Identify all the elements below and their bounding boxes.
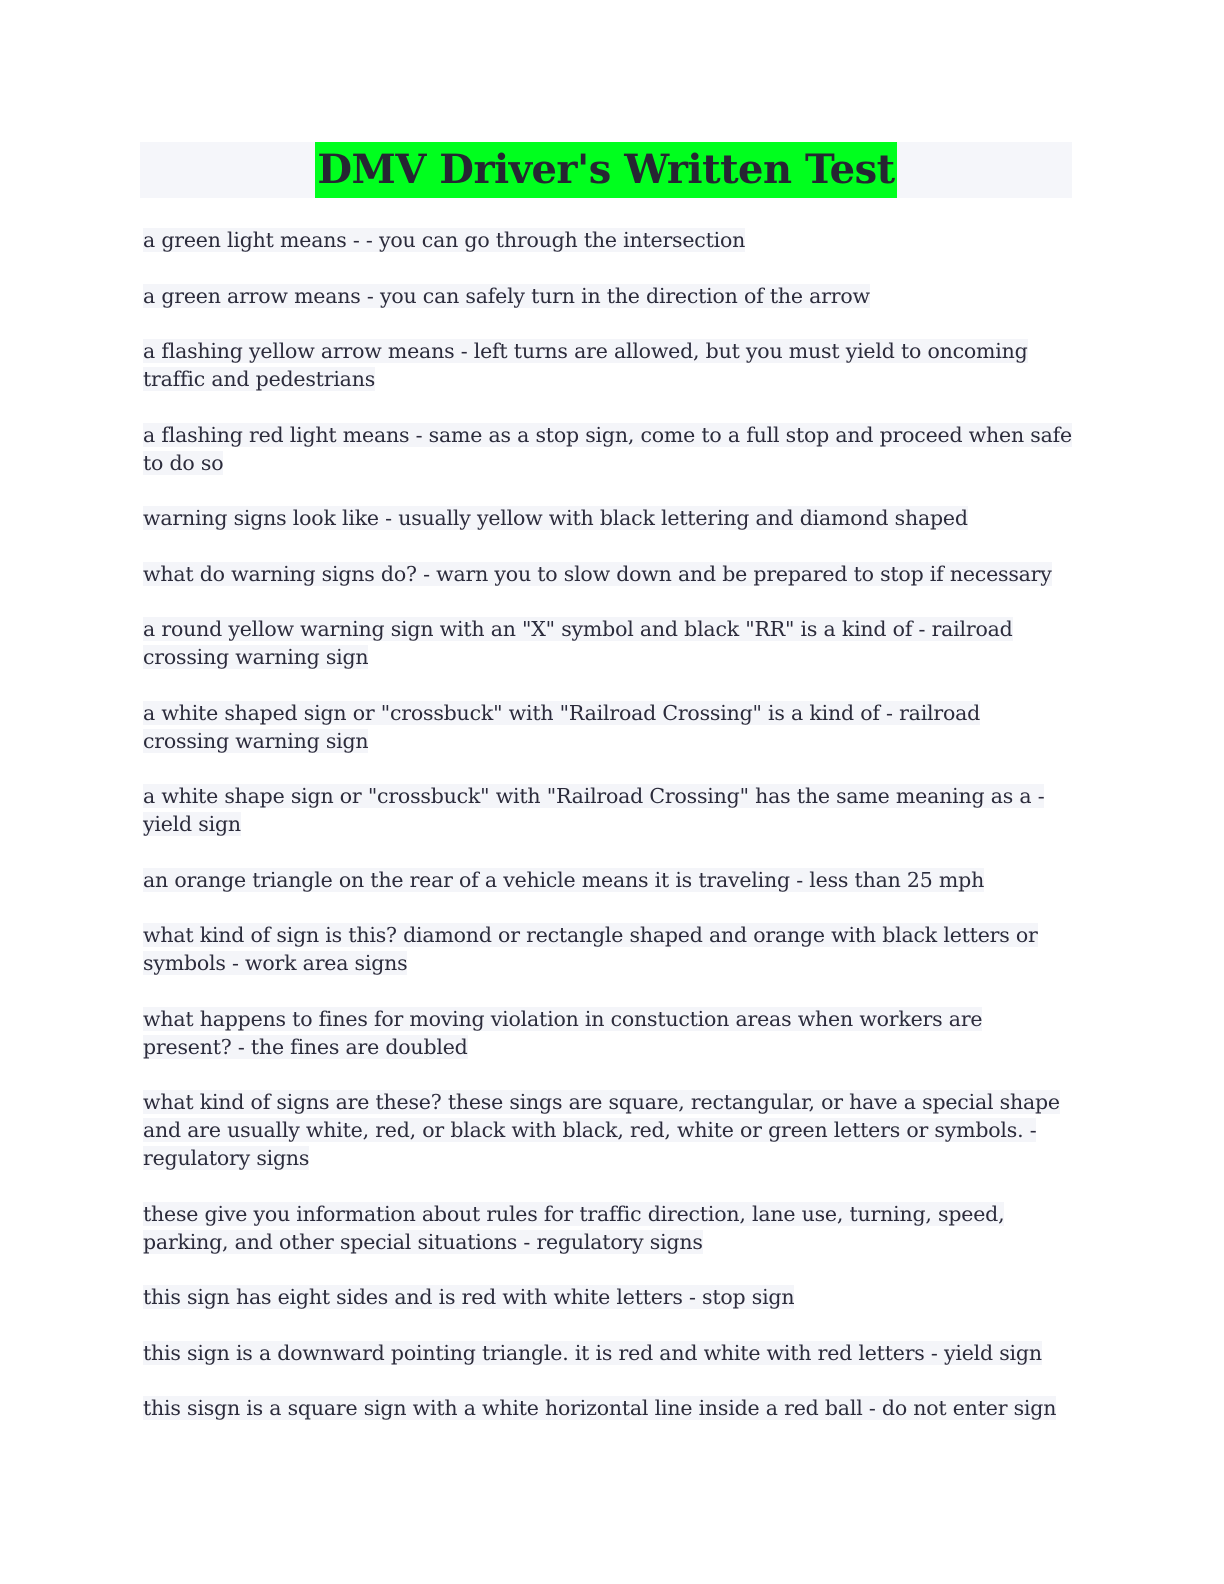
qa-item [143,615,1072,671]
qa-item [143,282,1072,310]
title-bar [140,142,1072,198]
qa-item [143,1339,1072,1367]
qa-item-text: a white shaped sign or "crossbuck" with "Railroad Crossing" is a kind of - railroad crossing warning sign [143,700,981,753]
qa-item [143,504,1072,532]
qa-item [143,226,1072,254]
qa-item-text: a green arrow means - you can safely turn in the direction of the arrow [143,283,870,308]
qa-item-text: an orange triangle on the rear of a vehicle means it is traveling - less than 25 mph [143,867,985,892]
qa-list [140,226,1072,1422]
qa-item [143,337,1072,393]
qa-item [143,782,1072,838]
qa-item-text: these give you information about rules for traffic direction, lane use, turning, speed, parking, and other special situations - regulatory signs [143,1201,1005,1254]
qa-item [143,921,1072,977]
qa-item-text: what do warning signs do? - warn you to slow down and be prepared to stop if necessary [143,561,1052,586]
qa-item [143,866,1072,894]
qa-item-text: this sign is a downward pointing triangle. it is red and white with red letters - yield sign [143,1340,1042,1365]
qa-item [143,1394,1072,1422]
qa-item [143,560,1072,588]
qa-item-text: this sign has eight sides and is red with white letters - stop sign [143,1285,795,1309]
qa-item-text: what happens to fines for moving violation in constuction areas when workers are present? - the fines are doubled [143,1006,983,1059]
qa-item-text: a flashing red light means - same as a stop sign, come to a full stop and proceed when safe to do so [143,422,1072,475]
qa-item-text: this sisgn is a square sign with a white horizontal line inside a red ball - do not enter sign [143,1396,1057,1420]
qa-item-text: what kind of sign is this? diamond or rectangle shaped and orange with black letters or symbols - work area signs [143,923,1038,975]
page-title: DMV Driver's Written Test [315,142,896,198]
qa-item-text: what kind of signs are these? these sings are square, rectangular, or have a special shape and are usually white, red, or black with black, red, white or green letters or symbols. - regulatory signs [143,1090,1060,1170]
qa-item-text: a green light means - - you can go through the intersection [143,228,746,252]
qa-item [143,1005,1072,1061]
document-page [140,142,1072,1450]
qa-item-text: a flashing yellow arrow means - left turns are allowed, but you must yield to oncoming traffic and pedestrians [143,339,1028,391]
qa-item [143,1088,1072,1172]
qa-item-text: warning signs look like - usually yellow with black lettering and diamond shaped [143,506,968,530]
qa-item [143,699,1072,755]
qa-item-text: a round yellow warning sign with an "X" symbol and black "RR" is a kind of - railroad crossing warning sign [143,617,1013,669]
qa-item [143,421,1072,477]
qa-item [143,1283,1072,1311]
qa-item-text: a white shape sign or "crossbuck" with "Railroad Crossing" has the same meaning as a - yield sign [143,784,1045,836]
qa-item [143,1200,1072,1256]
